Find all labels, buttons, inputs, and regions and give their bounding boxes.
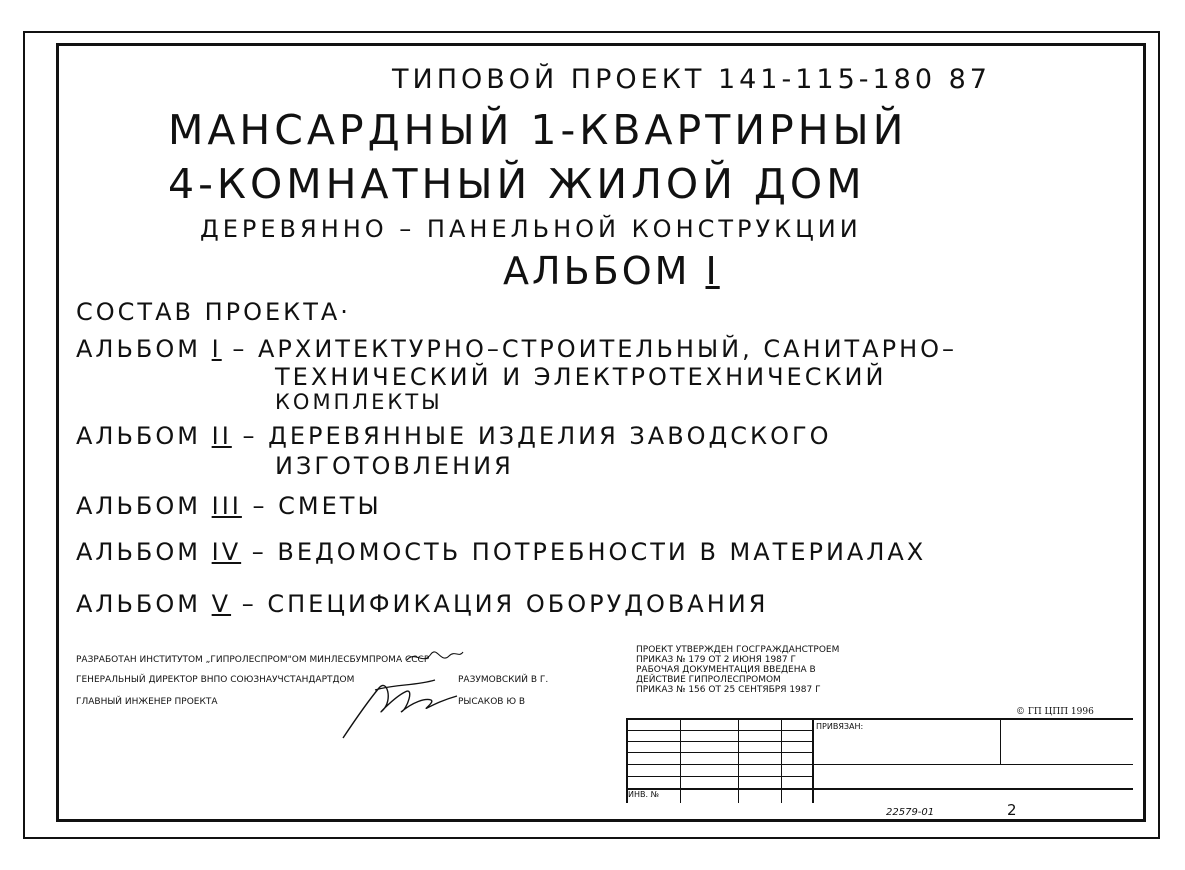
contents-heading: СОСТАВ ПРОЕКТА· xyxy=(76,298,351,326)
album-label: АЛЬБОМ xyxy=(76,422,201,450)
credits-director-name: РАЗУМОВСКИЙ В Г. xyxy=(458,675,549,685)
album-description: АРХИТЕКТУРНО–СТРОИТЕЛЬНЫЙ, САНИТАРНО– xyxy=(258,335,958,363)
project-number: ТИПОВОЙ ПРОЕКТ 141-115-180 87 xyxy=(392,64,991,95)
signature-director xyxy=(405,640,465,680)
album-dash: – xyxy=(252,492,268,520)
album-label: АЛЬБОМ xyxy=(76,590,201,618)
album-description: ДЕРЕВЯННЫЕ ИЗДЕЛИЯ ЗАВОДСКОГО xyxy=(268,422,832,450)
title-line-1: МАНСАРДНЫЙ 1-КВАРТИРНЫЙ xyxy=(168,106,908,154)
title-line-2: 4-КОМНАТНЫЙ ЖИЛОЙ ДОМ xyxy=(168,160,866,208)
album-heading-word: АЛЬБОМ xyxy=(503,249,691,293)
album-dash: – xyxy=(242,422,258,450)
album-number: IV xyxy=(211,538,242,566)
album-heading-number: I xyxy=(705,249,720,293)
contents-item-1-line-2: ТЕХНИЧЕСКИЙ И ЭЛЕКТРОТЕХНИЧЕСКИЙ xyxy=(275,363,887,391)
album-label: АЛЬБОМ xyxy=(76,335,201,363)
contents-item-5 xyxy=(76,592,768,616)
contents-item-2 xyxy=(76,424,832,448)
album-description: СПЕЦИФИКАЦИЯ ОБОРУДОВАНИЯ xyxy=(267,590,769,618)
album-number: II xyxy=(211,422,232,450)
title-line-3: ДЕРЕВЯННО – ПАНЕЛЬНОЙ КОНСТРУКЦИИ xyxy=(200,215,862,243)
album-dash: – xyxy=(232,335,248,363)
album-number: III xyxy=(211,492,242,520)
credits-developer: РАЗРАБОТАН ИНСТИТУТОМ „ГИПРОЛЕСПРОМ"ОМ МИНЛЕСБУМПРОМА СССР xyxy=(76,655,430,665)
approval-line-5: ПРИКАЗ № 156 ОТ 25 СЕНТЯБРЯ 1987 Г xyxy=(636,685,821,695)
album-label: АЛЬБОМ xyxy=(76,538,201,566)
contents-item-1-line-3: КОМПЛЕКТЫ xyxy=(275,390,443,414)
approval-line-1: ПРОЕКТ УТВЕРЖДЕН ГОСГРАЖДАНСТРОЕМ xyxy=(636,645,840,655)
contents-item-2-line-2: ИЗГОТОВЛЕНИЯ xyxy=(275,452,514,480)
stamp-sheet-number: 2 xyxy=(1007,801,1017,819)
approval-line-2: ПРИКАЗ № 179 ОТ 2 ИЮНЯ 1987 Г xyxy=(636,655,796,665)
album-label: АЛЬБОМ xyxy=(76,492,201,520)
approval-line-4: ДЕЙСТВИЕ ГИПРОЛЕСПРОМОМ xyxy=(636,675,781,685)
album-heading xyxy=(503,249,720,293)
credits-chief-engineer: ГЛАВНЫЙ ИНЖЕНЕР ПРОЕКТА xyxy=(76,697,218,707)
album-number: V xyxy=(211,590,232,618)
stamp-inventory-number: ИНВ. № xyxy=(628,790,659,799)
stamp-privyazan: ПРИВЯЗАН: xyxy=(816,722,864,731)
copyright-mark: © ГП ЦПП 1996 xyxy=(1016,707,1094,717)
contents-item-4 xyxy=(76,540,926,564)
album-dash: – xyxy=(241,590,257,618)
approval-line-3: РАБОЧАЯ ДОКУМЕНТАЦИЯ ВВЕДЕНА В xyxy=(636,665,816,675)
album-number: I xyxy=(211,335,222,363)
album-dash: – xyxy=(251,538,267,566)
credits-chief-engineer-name: РЫСАКОВ Ю В xyxy=(458,697,526,707)
stamp-sheet-code: 22579-01 xyxy=(886,807,935,818)
album-description: СМЕТЫ xyxy=(278,492,382,520)
contents-item-1 xyxy=(76,337,957,361)
album-description: ВЕДОМОСТЬ ПОТРЕБНОСТИ В МАТЕРИАЛАХ xyxy=(277,538,927,566)
credits-director: ГЕНЕРАЛЬНЫЙ ДИРЕКТОР ВНПО СОЮЗНАУЧСТАНДАРТДОМ xyxy=(76,675,355,685)
contents-item-3 xyxy=(76,494,382,518)
stamp-table xyxy=(626,718,1133,803)
